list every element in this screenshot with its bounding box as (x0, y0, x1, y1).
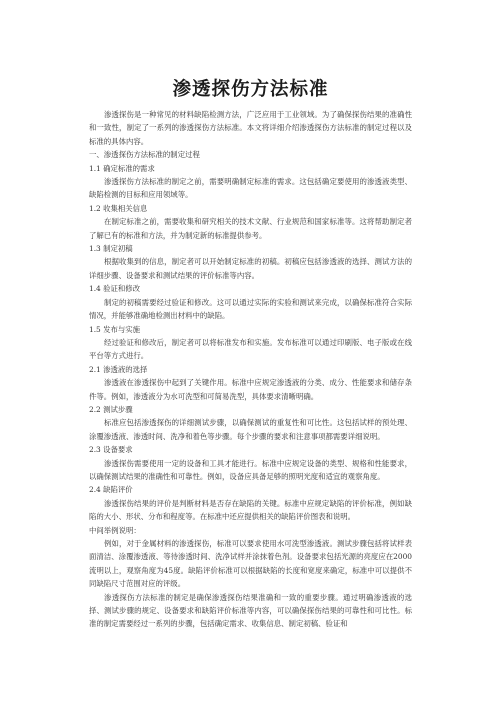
section-heading: 1.4 验证和修改 (89, 284, 141, 294)
paragraph: 渗透液在渗透探伤中起到了关键作用。标准中应规定渗透液的分类、成分、性能要求和储存条件等。例如，渗透液分为水可洗型和可简易洗型，具体要求清晰明确。 (89, 378, 412, 401)
document-body (89, 108, 412, 631)
section-heading: 1.3 制定初稿 (89, 244, 133, 254)
paragraph: 渗透探伤是一种常见的材料缺陷检测方法，广泛应用于工业领域。为了确保探伤结果的准确性和一致性，制定了一系列的渗透探伤方法标准。本文将详细介绍渗透探伤方法标准的制定过程以及标准的具体内容。 (89, 110, 412, 146)
section-heading: 1.5 发布与实施 (89, 324, 141, 334)
paragraph: 例如，对于金属材料的渗透探伤，标准可以要求使用水可洗型渗透液。测试步骤包括将试样表面清洁、涂覆渗透液、等待渗透时间、洗净试样并涂抹着色剂。设备要求包括光源的亮度应在2000流明以上，观察角度为45度。缺陷评价标准可以根据缺陷的长度和宽度来确定，标准中可以提供不同缺陷尺寸范围对应的评级。 (89, 539, 412, 589)
paragraph: 在制定标准之前，需要收集和研究相关的技术文献、行业规范和国家标准等。这将帮助制定者了解已有的标准和方法，并为制定新的标准提供参考。 (89, 217, 412, 240)
paragraph: 标准应包括渗透探伤的详细测试步骤，以确保测试的重复性和可比性。这包括试样的预处理、涂覆渗透液、渗透时间、洗净和着色等步骤。每个步骤的要求和注意事项都需要详细说明。 (89, 418, 412, 441)
section-heading: 一、渗透探伤方法标准的制定过程 (89, 150, 200, 160)
paragraph: 渗透探伤需要使用一定的设备和工具才能进行。标准中应规定设备的类型、规格和性能要求，以确保测试结果的准确性和可靠性。例如，设备应具备足够的照明光度和适宜的观察角度。 (89, 458, 412, 481)
section-heading: 1.1 确定标准的需求 (89, 163, 155, 173)
page-title: 渗透探伤方法标准 (172, 79, 329, 100)
section-heading: 2.2 测试步骤 (89, 404, 133, 414)
section-heading: 1.2 收集相关信息 (89, 203, 148, 213)
paragraph: 制定的初稿需要经过验证和修改。这可以通过实际的实验和测试来完成，以确保标准符合实际情况，并能够准确地检测出材料中的缺陷。 (89, 297, 412, 321)
section-heading: 2.4 缺陷评价 (89, 485, 133, 495)
paragraph: 经过验证和修改后，制定者可以将标准发布和实施。发布标准可以通过印刷版、电子版或在线平台等方式进行。 (89, 337, 412, 361)
paragraph: 渗透探伤结果的评价是判断材料是否存在缺陷的关键。标准中应规定缺陷的评价标准，例如缺陷的大小、形状、分布和程度等。在标准中还应提供相关的缺陷评价图表和说明。 (89, 498, 412, 522)
paragraph: 渗透探伤方法标准的制定之前，需要明确制定标准的需求。这包括确定要使用的渗透液类型、缺陷检测的目标和应用领域等。 (89, 177, 412, 200)
paragraph: 渗透探伤方法标准的制定是确保渗透探伤结果准确和一致的重要步骤。通过明确渗透液的选择、测试步骤的规定、设备要求和缺陷评价标准等内容，可以确保探伤结果的可靠性和可比性。标准的制定需要经过一系列的步骤，包括确定需求、收集信息、制定初稿、验证和 (89, 592, 412, 629)
section-heading: 中间举例说明： (89, 525, 141, 535)
section-heading: 2.1 渗透液的选择 (89, 364, 148, 374)
paragraph: 根据收集到的信息，制定者可以开始制定标准的初稿。初稿应包括渗透液的选择、测试方法的详细步骤、设备要求和测试结果的评价标准等内容。 (89, 257, 412, 280)
section-heading: 2.3 设备要求 (89, 445, 133, 455)
